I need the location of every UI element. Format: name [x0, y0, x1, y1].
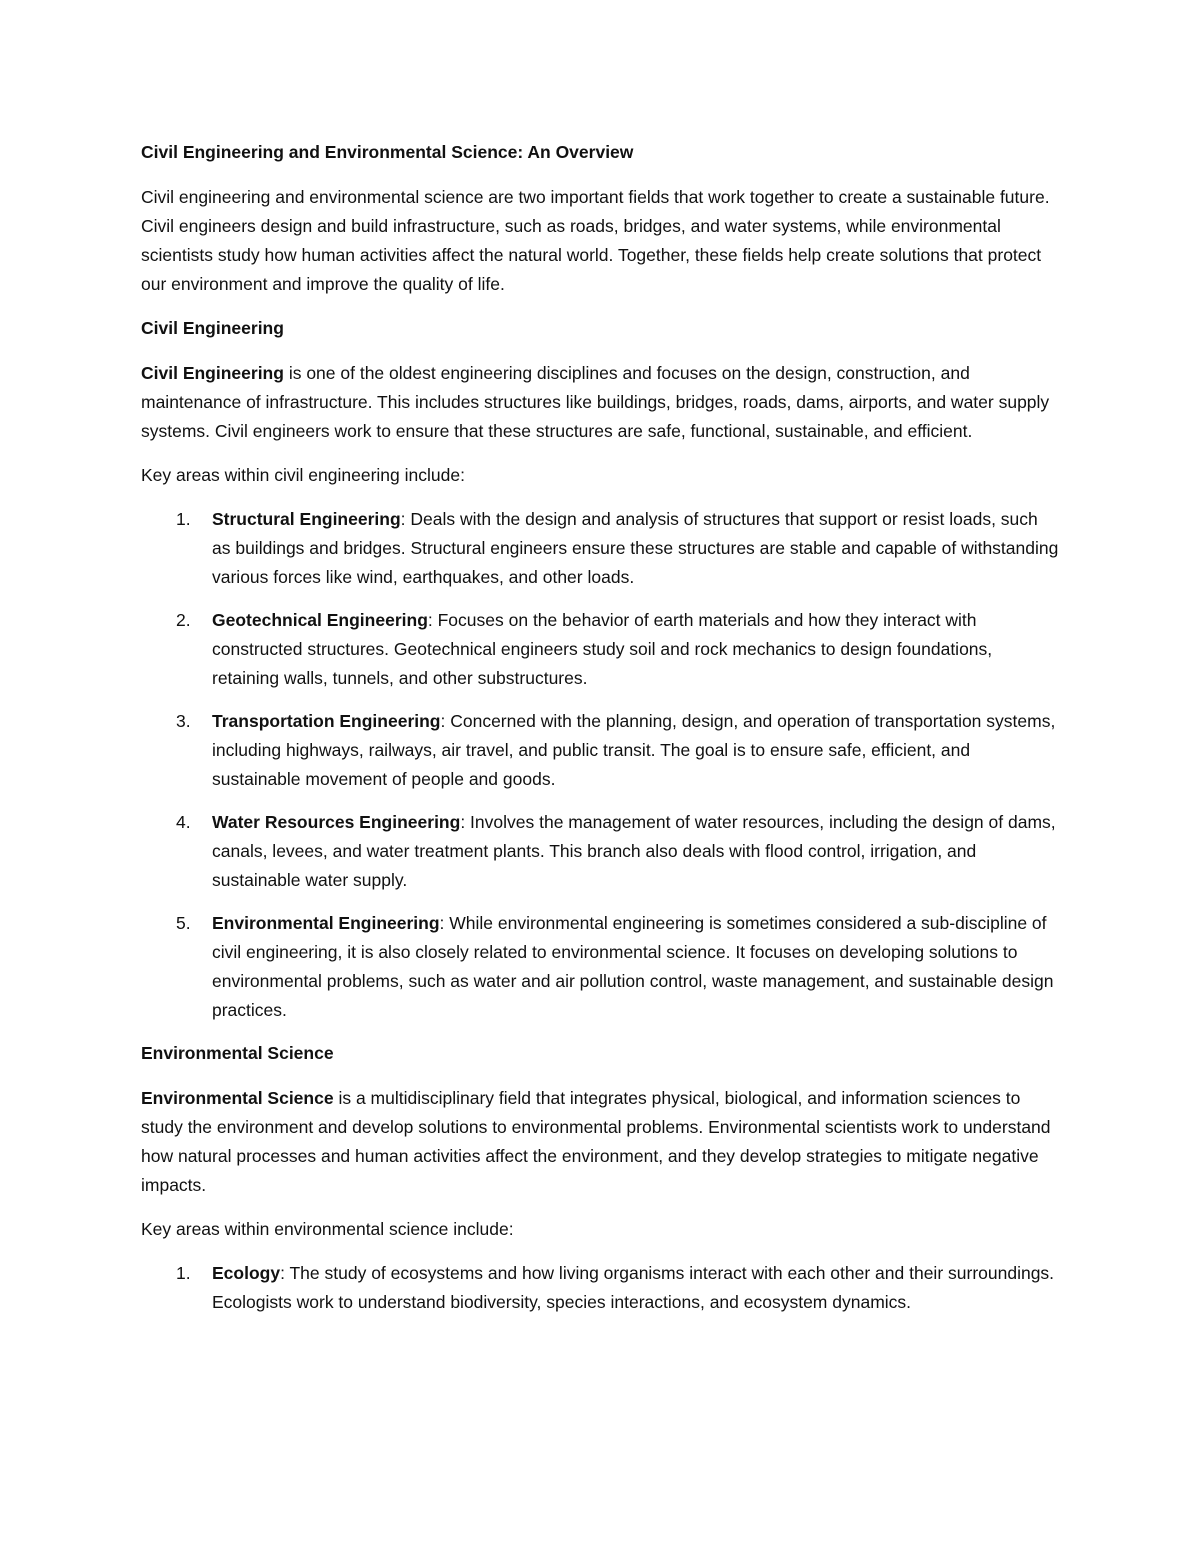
environmental-key-areas-list: [141, 1259, 1061, 1317]
environmental-key-areas-intro: Key areas within environmental science include:: [141, 1219, 514, 1239]
list-item-term: Environmental Engineering: [212, 913, 440, 933]
civil-engineering-lead-term: Civil Engineering: [141, 363, 284, 383]
list-item-number: 2.: [176, 610, 191, 630]
list-item: [141, 707, 1061, 794]
list-item-number: 4.: [176, 812, 191, 832]
list-item-text: : Focuses on the behavior of earth materials and how they interact with constructed structures. Geotechnical engineers study soil and rock mechanics to design foundations, retaining walls, tunnels, and other substructures.: [212, 610, 993, 688]
environmental-science-lead-term: Environmental Science: [141, 1088, 334, 1108]
document-page: [141, 138, 1061, 1331]
list-item-number: 5.: [176, 913, 191, 933]
intro-paragraph: Civil engineering and environmental science are two important fields that work together to create a sustainable future. Civil engineers design and build infrastructure, such as roads, bridges, and water systems, while environmental scientists study how human activities affect the natural world. Together, these fields help create solutions that protect our environment and improve the quality of life.: [141, 187, 1050, 294]
list-item-number: 1.: [176, 1263, 191, 1283]
civil-engineering-lead-text: is one of the oldest engineering disciplines and focuses on the design, construction, and maintenance of infrastructure. This includes structures like buildings, bridges, roads, dams, airports, and water supply systems. Civil engineers work to ensure that these structures are safe, functional, sustainable, and efficient.: [141, 363, 1050, 441]
list-item: [141, 909, 1061, 1025]
list-item-text: : While environmental engineering is sometimes considered a sub-discipline of civil engineering, it is also closely related to environmental science. It focuses on developing solutions to environmental problems, such as water and air pollution control, waste management, and sustainable design practices.: [212, 913, 1054, 1020]
list-item-term: Structural Engineering: [212, 509, 401, 529]
list-item: [141, 808, 1061, 895]
environmental-science-heading: Environmental Science: [141, 1043, 334, 1063]
list-item-number: 1.: [176, 509, 191, 529]
environmental-science-paragraph: [141, 1084, 1061, 1200]
list-item: [141, 606, 1061, 693]
list-item-text: : Involves the management of water resources, including the design of dams, canals, levees, and water treatment plants. This branch also deals with flood control, irrigation, and sustainable water supply.: [212, 812, 1056, 890]
environmental-science-lead-text: is a multidisciplinary field that integrates physical, biological, and information sciences to study the environment and develop solutions to environmental problems. Environmental scientists work to understand how natural processes and human activities affect the environment, and they develop strategies to mitigate negative impacts.: [141, 1088, 1051, 1195]
list-item-text: : Concerned with the planning, design, and operation of transportation systems, including highways, railways, air travel, and public transit. The goal is to ensure safe, efficient, and sustainable movement of people and goods.: [212, 711, 1056, 789]
list-item-text: : The study of ecosystems and how living organisms interact with each other and their surroundings. Ecologists work to understand biodiversity, species interactions, and ecosystem dynamics.: [212, 1263, 1055, 1312]
list-item-text: : Deals with the design and analysis of structures that support or resist loads, such as buildings and bridges. Structural engineers ensure these structures are stable and capable of withstanding various forces like wind, earthquakes, and other loads.: [212, 509, 1059, 587]
list-item-term: Transportation Engineering: [212, 711, 441, 731]
civil-key-areas-list: [141, 505, 1061, 1025]
document-title: Civil Engineering and Environmental Science: An Overview: [141, 142, 634, 162]
civil-engineering-heading: Civil Engineering: [141, 318, 284, 338]
list-item-term: Geotechnical Engineering: [212, 610, 428, 630]
civil-key-areas-intro: Key areas within civil engineering include:: [141, 465, 465, 485]
list-item: [141, 1259, 1061, 1317]
civil-engineering-paragraph: [141, 359, 1061, 446]
list-item-term: Ecology: [212, 1263, 281, 1283]
list-item: [141, 505, 1061, 592]
list-item-term: Water Resources Engineering: [212, 812, 461, 832]
list-item-number: 3.: [176, 711, 191, 731]
